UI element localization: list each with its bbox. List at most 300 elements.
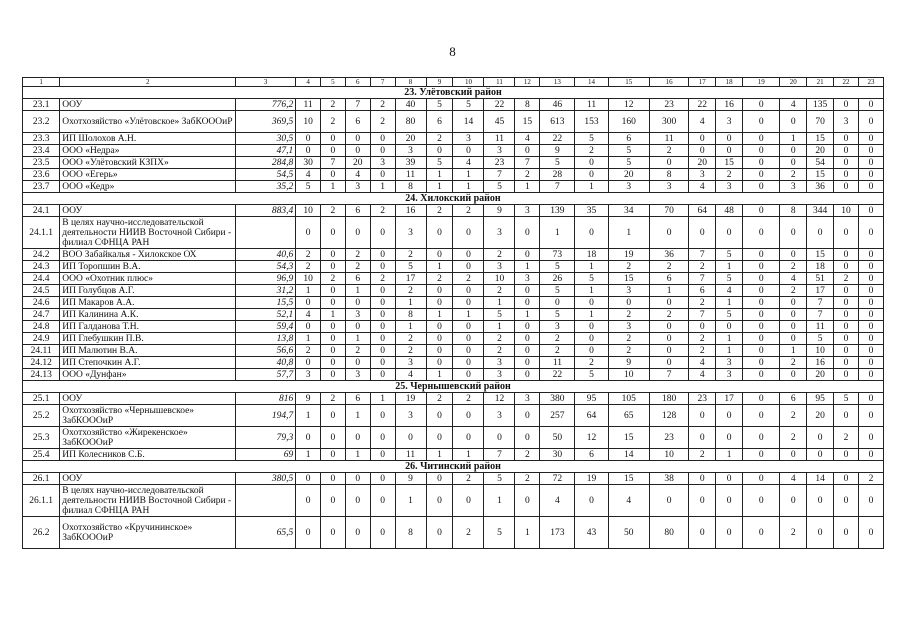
- count-cell: 15: [608, 473, 649, 485]
- row-number: 24.12: [23, 357, 60, 369]
- count-cell: 3: [716, 111, 743, 133]
- count-cell: 50: [540, 427, 575, 449]
- organization-name: ООО «Недра»: [60, 145, 236, 157]
- count-cell: 5: [453, 99, 484, 111]
- count-cell: 0: [321, 321, 346, 333]
- count-cell: 2: [834, 427, 859, 449]
- count-cell: 0: [716, 217, 743, 249]
- count-cell: 0: [345, 485, 370, 517]
- count-cell: 0: [575, 297, 608, 309]
- count-cell: 0: [370, 357, 395, 369]
- count-cell: 0: [345, 133, 370, 145]
- count-cell: 0: [780, 485, 807, 517]
- count-cell: 257: [540, 405, 575, 427]
- count-cell: 0: [689, 485, 716, 517]
- count-cell: 3: [484, 357, 515, 369]
- count-cell: 9: [608, 357, 649, 369]
- organization-name: ООО «Кедр»: [60, 181, 236, 193]
- count-cell: 4: [689, 111, 716, 133]
- count-cell: 7: [484, 449, 515, 461]
- count-cell: 380: [540, 393, 575, 405]
- count-cell: 0: [743, 217, 780, 249]
- count-cell: 0: [780, 321, 807, 333]
- count-cell: 50: [608, 517, 649, 549]
- count-cell: 1: [515, 181, 540, 193]
- count-cell: 2: [540, 345, 575, 357]
- count-cell: 2: [689, 297, 716, 309]
- count-cell: 7: [484, 169, 515, 181]
- table-row: [23, 369, 884, 381]
- count-cell: 0: [689, 321, 716, 333]
- count-cell: 22: [540, 369, 575, 381]
- count-cell: 26: [540, 273, 575, 285]
- count-cell: 2: [426, 273, 453, 285]
- count-cell: 0: [321, 369, 346, 381]
- count-cell: 1: [296, 333, 321, 345]
- count-cell: 11: [296, 99, 321, 111]
- count-cell: 139: [540, 205, 575, 217]
- section-title: 24. Хилокский район: [23, 193, 884, 205]
- count-cell: 5: [540, 285, 575, 297]
- count-cell: 0: [296, 217, 321, 249]
- count-cell: 3: [345, 309, 370, 321]
- count-cell: 0: [575, 345, 608, 357]
- count-cell: 8: [395, 517, 426, 549]
- organization-name: Охотхозяйство «Улётовское» ЗабКОООиР: [60, 111, 236, 133]
- area-value: 52,1: [236, 309, 296, 321]
- count-cell: 0: [716, 405, 743, 427]
- organization-name: ООУ: [60, 393, 236, 405]
- count-cell: 20: [807, 405, 834, 427]
- count-cell: 0: [858, 261, 883, 273]
- count-cell: 5: [834, 393, 859, 405]
- count-cell: 0: [575, 217, 608, 249]
- count-cell: 11: [575, 99, 608, 111]
- count-cell: 2: [780, 405, 807, 427]
- count-cell: 0: [453, 485, 484, 517]
- row-number: 24.13: [23, 369, 60, 381]
- count-cell: 20: [689, 157, 716, 169]
- area-value: 30,5: [236, 133, 296, 145]
- count-cell: 3: [649, 181, 688, 193]
- organization-name: ИП Голубцов А.Г.: [60, 285, 236, 297]
- count-cell: 2: [296, 249, 321, 261]
- count-cell: 0: [834, 321, 859, 333]
- count-cell: 4: [689, 369, 716, 381]
- count-cell: 0: [321, 285, 346, 297]
- count-cell: 2: [649, 145, 688, 157]
- count-cell: 15: [807, 249, 834, 261]
- count-cell: 0: [296, 427, 321, 449]
- count-cell: 36: [807, 181, 834, 193]
- count-cell: 0: [743, 369, 780, 381]
- table-row: [23, 157, 884, 169]
- count-cell: 80: [395, 111, 426, 133]
- count-cell: 0: [834, 309, 859, 321]
- count-cell: 30: [296, 157, 321, 169]
- count-cell: 0: [743, 297, 780, 309]
- count-cell: 23: [689, 393, 716, 405]
- count-cell: 0: [743, 249, 780, 261]
- count-cell: 5: [395, 261, 426, 273]
- count-cell: 2: [370, 273, 395, 285]
- count-cell: 0: [575, 485, 608, 517]
- count-cell: 3: [716, 369, 743, 381]
- count-cell: 23: [649, 99, 688, 111]
- count-cell: 0: [296, 297, 321, 309]
- count-cell: 0: [575, 321, 608, 333]
- count-cell: 3: [689, 169, 716, 181]
- count-cell: 14: [453, 111, 484, 133]
- count-cell: 38: [649, 473, 688, 485]
- count-cell: 1: [716, 333, 743, 345]
- count-cell: 6: [608, 133, 649, 145]
- count-cell: 0: [834, 169, 859, 181]
- count-cell: 0: [780, 249, 807, 261]
- organization-name: ООУ: [60, 473, 236, 485]
- count-cell: 0: [834, 297, 859, 309]
- count-cell: 51: [807, 273, 834, 285]
- count-cell: 180: [649, 393, 688, 405]
- area-value: 883,4: [236, 205, 296, 217]
- section-title: 23. Улётовский район: [23, 87, 884, 99]
- count-cell: 3: [345, 369, 370, 381]
- count-cell: 0: [426, 345, 453, 357]
- area-value: 284,8: [236, 157, 296, 169]
- count-cell: 173: [540, 517, 575, 549]
- count-cell: 0: [834, 181, 859, 193]
- count-cell: 2: [426, 133, 453, 145]
- count-cell: 5: [807, 333, 834, 345]
- organization-name: ИП Колесников С.Б.: [60, 449, 236, 461]
- count-cell: 0: [858, 273, 883, 285]
- count-cell: 3: [515, 273, 540, 285]
- count-cell: 10: [608, 369, 649, 381]
- count-cell: 1: [426, 261, 453, 273]
- column-index: 1: [23, 78, 60, 87]
- area-value: [236, 485, 296, 517]
- count-cell: 18: [807, 261, 834, 273]
- column-index: 12: [515, 78, 540, 87]
- row-number: 24.8: [23, 321, 60, 333]
- count-cell: 20: [807, 369, 834, 381]
- count-cell: 5: [484, 181, 515, 193]
- count-cell: 0: [743, 205, 780, 217]
- count-cell: 2: [689, 449, 716, 461]
- section-header-row: [23, 381, 884, 393]
- count-cell: 0: [515, 285, 540, 297]
- organization-name: ООУ: [60, 205, 236, 217]
- count-cell: 4: [540, 485, 575, 517]
- count-cell: 0: [426, 485, 453, 517]
- count-cell: 12: [608, 99, 649, 111]
- count-cell: 0: [370, 133, 395, 145]
- count-cell: 16: [807, 357, 834, 369]
- count-cell: 0: [780, 297, 807, 309]
- count-cell: 15: [807, 133, 834, 145]
- count-cell: 11: [484, 133, 515, 145]
- count-cell: 0: [370, 449, 395, 461]
- count-cell: 34: [608, 205, 649, 217]
- count-cell: 4: [780, 473, 807, 485]
- count-cell: 9: [484, 205, 515, 217]
- area-value: 96,9: [236, 273, 296, 285]
- count-cell: 0: [858, 285, 883, 297]
- count-cell: 2: [515, 473, 540, 485]
- count-cell: 0: [515, 427, 540, 449]
- row-number: 26.1.1: [23, 485, 60, 517]
- count-cell: 64: [689, 205, 716, 217]
- count-cell: 0: [370, 405, 395, 427]
- organization-name: ИП Малютин В.А.: [60, 345, 236, 357]
- area-value: [236, 217, 296, 249]
- count-cell: 0: [689, 405, 716, 427]
- count-cell: 17: [716, 393, 743, 405]
- count-cell: 0: [395, 427, 426, 449]
- count-cell: 0: [834, 449, 859, 461]
- count-cell: 1: [296, 449, 321, 461]
- section-header-row: [23, 461, 884, 473]
- count-cell: 2: [370, 99, 395, 111]
- count-cell: 0: [743, 517, 780, 549]
- count-cell: 0: [649, 321, 688, 333]
- count-cell: 10: [807, 345, 834, 357]
- count-cell: 2: [608, 345, 649, 357]
- count-cell: 2: [484, 285, 515, 297]
- count-cell: 0: [834, 369, 859, 381]
- count-cell: 3: [370, 157, 395, 169]
- count-cell: 0: [345, 473, 370, 485]
- count-cell: 1: [484, 485, 515, 517]
- count-cell: 1: [453, 309, 484, 321]
- organization-name: ВОО Забайкалья - Хилокское ОХ: [60, 249, 236, 261]
- count-cell: 5: [426, 157, 453, 169]
- count-cell: 39: [395, 157, 426, 169]
- count-cell: 0: [649, 297, 688, 309]
- area-value: 57,7: [236, 369, 296, 381]
- count-cell: 0: [321, 427, 346, 449]
- count-cell: 20: [608, 169, 649, 181]
- area-value: 79,3: [236, 427, 296, 449]
- count-cell: 0: [689, 473, 716, 485]
- table-row: [23, 285, 884, 297]
- count-cell: 0: [858, 111, 883, 133]
- count-cell: 7: [689, 273, 716, 285]
- count-cell: 0: [426, 405, 453, 427]
- row-number: 24.11: [23, 345, 60, 357]
- count-cell: 0: [807, 449, 834, 461]
- count-cell: 0: [858, 169, 883, 181]
- area-value: 380,5: [236, 473, 296, 485]
- count-cell: 1: [575, 309, 608, 321]
- count-cell: 0: [453, 249, 484, 261]
- column-index: 20: [780, 78, 807, 87]
- count-cell: 0: [743, 99, 780, 111]
- count-cell: 0: [426, 145, 453, 157]
- count-cell: 0: [858, 485, 883, 517]
- count-cell: 0: [321, 333, 346, 345]
- count-cell: 0: [484, 427, 515, 449]
- count-cell: 2: [345, 249, 370, 261]
- count-cell: 0: [515, 297, 540, 309]
- count-cell: 2: [484, 333, 515, 345]
- count-cell: 5: [575, 133, 608, 145]
- column-index: 21: [807, 78, 834, 87]
- count-cell: 0: [296, 473, 321, 485]
- count-cell: 0: [743, 145, 780, 157]
- count-cell: 0: [321, 261, 346, 273]
- count-cell: 5: [716, 309, 743, 321]
- count-cell: 0: [858, 309, 883, 321]
- count-cell: 0: [321, 357, 346, 369]
- count-cell: 5: [540, 261, 575, 273]
- count-cell: 7: [807, 297, 834, 309]
- count-cell: 2: [780, 169, 807, 181]
- count-cell: 0: [834, 473, 859, 485]
- column-index: 18: [716, 78, 743, 87]
- count-cell: 0: [807, 485, 834, 517]
- column-index: 13: [540, 78, 575, 87]
- area-value: 56,6: [236, 345, 296, 357]
- row-number: 24.1.1: [23, 217, 60, 249]
- count-cell: 10: [834, 205, 859, 217]
- organization-name: ИП Галданова Т.Н.: [60, 321, 236, 333]
- count-cell: 0: [780, 449, 807, 461]
- count-cell: 1: [426, 169, 453, 181]
- count-cell: 0: [858, 427, 883, 449]
- count-cell: 0: [780, 145, 807, 157]
- count-cell: 0: [321, 169, 346, 181]
- organization-name: ИП Макаров А.А.: [60, 297, 236, 309]
- column-index: 11: [484, 78, 515, 87]
- count-cell: 0: [834, 485, 859, 517]
- count-cell: 1: [321, 309, 346, 321]
- count-cell: 0: [321, 517, 346, 549]
- count-cell: 300: [649, 111, 688, 133]
- count-cell: 2: [296, 345, 321, 357]
- count-cell: 0: [345, 321, 370, 333]
- count-cell: 2: [780, 261, 807, 273]
- count-cell: 4: [780, 99, 807, 111]
- count-cell: 0: [858, 99, 883, 111]
- organization-name: ООО «Охотник плюс»: [60, 273, 236, 285]
- count-cell: 6: [780, 393, 807, 405]
- column-index: 2: [60, 78, 236, 87]
- count-cell: 19: [575, 473, 608, 485]
- organization-name: В целях научно-исследовательской деятельности НИИВ Восточной Сибири - филиал СФНЦА РАН: [60, 485, 236, 517]
- count-cell: 0: [743, 309, 780, 321]
- area-value: 54,5: [236, 169, 296, 181]
- count-cell: 2: [426, 393, 453, 405]
- count-cell: 5: [716, 249, 743, 261]
- count-cell: 0: [743, 133, 780, 145]
- count-cell: 3: [395, 145, 426, 157]
- count-cell: 3: [395, 217, 426, 249]
- count-cell: 613: [540, 111, 575, 133]
- count-cell: 18: [575, 249, 608, 261]
- count-cell: 0: [834, 261, 859, 273]
- count-cell: 2: [575, 357, 608, 369]
- count-cell: 5: [484, 517, 515, 549]
- row-number: 23.5: [23, 157, 60, 169]
- count-cell: 11: [807, 321, 834, 333]
- count-cell: 0: [858, 393, 883, 405]
- count-cell: 0: [426, 217, 453, 249]
- organization-name: Охотхозяйство «Жирекенское» ЗабКОООиР: [60, 427, 236, 449]
- count-cell: 2: [453, 273, 484, 285]
- count-cell: 11: [649, 133, 688, 145]
- count-cell: 0: [370, 249, 395, 261]
- count-cell: 2: [689, 345, 716, 357]
- count-cell: 0: [453, 345, 484, 357]
- count-cell: 2: [395, 345, 426, 357]
- count-cell: 7: [515, 157, 540, 169]
- count-cell: 10: [296, 205, 321, 217]
- count-cell: 1: [716, 261, 743, 273]
- count-cell: 3: [484, 405, 515, 427]
- count-cell: 6: [345, 205, 370, 217]
- table-row: [23, 357, 884, 369]
- count-cell: 0: [426, 473, 453, 485]
- count-cell: 0: [515, 405, 540, 427]
- count-cell: 40: [395, 99, 426, 111]
- row-number: 24.1: [23, 205, 60, 217]
- count-cell: 7: [689, 309, 716, 321]
- count-cell: 9: [395, 473, 426, 485]
- area-value: 31,2: [236, 285, 296, 297]
- count-cell: 160: [608, 111, 649, 133]
- count-cell: 0: [296, 357, 321, 369]
- count-cell: 2: [649, 309, 688, 321]
- count-cell: 0: [858, 145, 883, 157]
- count-cell: 64: [575, 405, 608, 427]
- count-cell: 6: [345, 111, 370, 133]
- count-cell: 1: [426, 449, 453, 461]
- count-cell: 2: [515, 449, 540, 461]
- column-index-row: [23, 78, 884, 87]
- count-cell: 2: [321, 111, 346, 133]
- count-cell: 0: [834, 133, 859, 145]
- count-cell: 0: [345, 427, 370, 449]
- table-row: [23, 145, 884, 157]
- count-cell: 12: [575, 427, 608, 449]
- count-cell: 1: [780, 133, 807, 145]
- count-cell: 2: [780, 357, 807, 369]
- count-cell: 0: [743, 345, 780, 357]
- count-cell: 0: [515, 333, 540, 345]
- count-cell: 0: [370, 285, 395, 297]
- count-cell: 0: [321, 345, 346, 357]
- area-value: 65,5: [236, 517, 296, 549]
- count-cell: 1: [649, 285, 688, 297]
- table-row: [23, 261, 884, 273]
- count-cell: 0: [540, 297, 575, 309]
- count-cell: 0: [453, 145, 484, 157]
- count-cell: 0: [743, 181, 780, 193]
- count-cell: 0: [370, 261, 395, 273]
- count-cell: 0: [716, 133, 743, 145]
- count-cell: 0: [426, 297, 453, 309]
- count-cell: 0: [370, 517, 395, 549]
- count-cell: 0: [858, 205, 883, 217]
- count-cell: 15: [807, 169, 834, 181]
- count-cell: 1: [515, 517, 540, 549]
- count-cell: 1: [395, 321, 426, 333]
- count-cell: 0: [807, 217, 834, 249]
- count-cell: 1: [575, 285, 608, 297]
- count-cell: 6: [649, 273, 688, 285]
- count-cell: 2: [321, 273, 346, 285]
